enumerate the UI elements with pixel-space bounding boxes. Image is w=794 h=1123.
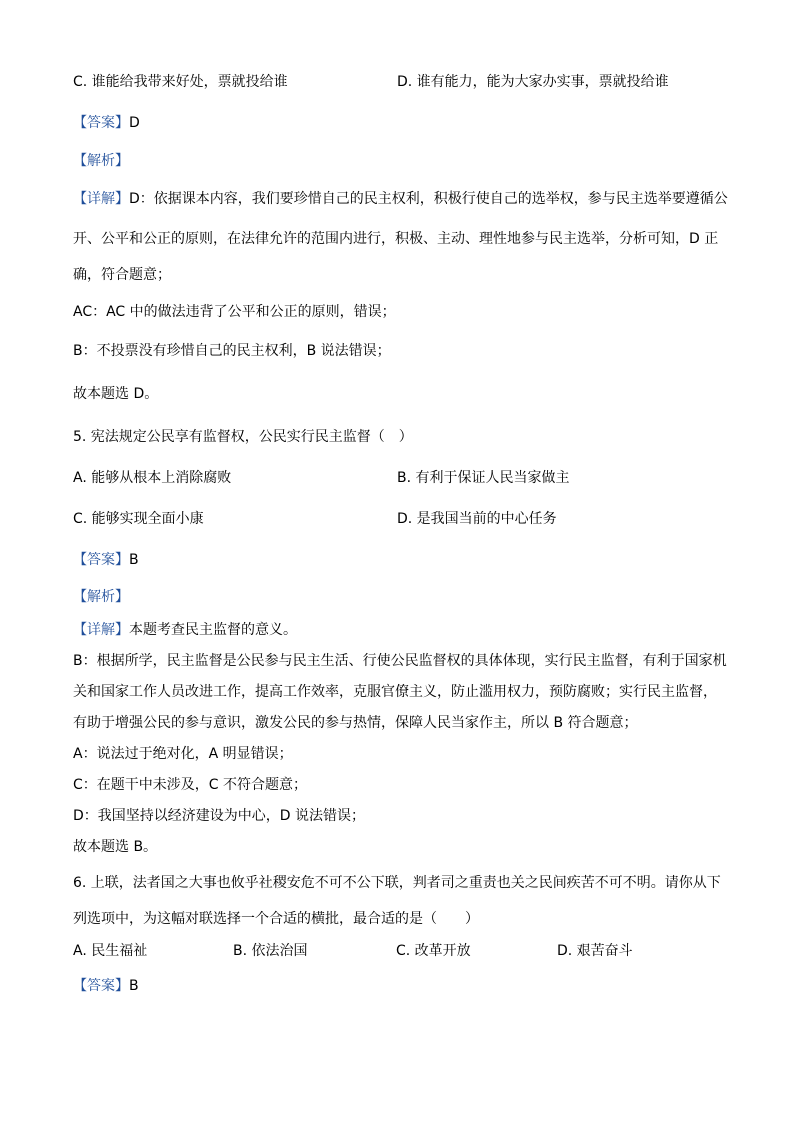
q5-analysis-tag <box>73 587 129 607</box>
q4-detail-line-1 <box>73 189 728 209</box>
detail-text: 本题考查民主监督的意义。 <box>129 622 297 638</box>
q4-ac-explanation: AC：AC 中的做法违背了公平和公正的原则，错误； <box>73 304 396 320</box>
analysis-tag: 【解析】 <box>73 589 129 605</box>
q4-detail-line-2: 开、公平和公正的原则，在法律允许的范围内进行，积极、主动、理性地参与民主选举，分析可知，D 正 <box>73 231 719 247</box>
answer-tag: 【答案】 <box>73 115 129 131</box>
q6-stem-line-1: 6. 上联，法者国之大事也攸乎社稷安危不可不公下联，判者司之重责也关之民间疾苦不可不明。请你从下 <box>73 875 721 891</box>
q4-answer <box>73 113 140 133</box>
detail-tag: 【详解】 <box>73 191 129 207</box>
q4-conclusion: 故本题选 D。 <box>73 386 159 402</box>
answer-tag: 【答案】 <box>73 978 129 994</box>
q5-b-explanation-2: 关和国家工作人员改进工作，提高工作效率，克服官僚主义，防止滥用权力，预防腐败；实行民主监督， <box>73 684 717 700</box>
q5-stem: 5. 宪法规定公民享有监督权，公民实行民主监督（ ） <box>73 429 413 445</box>
answer-tag: 【答案】 <box>73 552 129 568</box>
q5-a-explanation: A：说法过于绝对化，A 明显错误； <box>73 746 293 762</box>
q5-option-a: A. 能够从根本上消除腐败 <box>73 470 232 486</box>
q4-b-explanation: B：不投票没有珍惜自己的民主权利，B 说法错误； <box>73 343 391 359</box>
detail-text: D：依据课本内容，我们要珍惜自己的民主权利，积极行使自己的选举权，参与民主选举要遵循公 <box>129 191 728 207</box>
q5-d-explanation: D：我国坚持以经济建设为中心，D 说法错误； <box>73 808 366 824</box>
analysis-tag: 【解析】 <box>73 153 129 169</box>
q4-option-d: D. 谁有能力，能为大家办实事，票就投给谁 <box>397 74 669 90</box>
q6-option-d: D. 艰苦奋斗 <box>557 943 633 959</box>
q6-option-b: B. 依法治国 <box>233 943 308 959</box>
q4-detail-line-3: 确，符合题意； <box>73 267 171 283</box>
q5-answer <box>73 550 139 570</box>
q4-option-c: C. 谁能给我带来好处，票就投给谁 <box>73 74 288 90</box>
answer-value: D <box>129 115 140 131</box>
q4-analysis-tag <box>73 151 129 171</box>
answer-value: B <box>129 552 139 568</box>
q5-option-c: C. 能够实现全面小康 <box>73 511 204 527</box>
q5-option-b: B. 有利于保证人民当家做主 <box>397 470 570 486</box>
q6-answer <box>73 976 139 996</box>
q5-c-explanation: C：在题干中未涉及，C 不符合题意； <box>73 777 308 793</box>
q5-option-d: D. 是我国当前的中心任务 <box>397 511 557 527</box>
q6-option-c: C. 改革开放 <box>396 943 471 959</box>
detail-tag: 【详解】 <box>73 622 129 638</box>
q6-stem-line-2: 列选项中，为这幅对联选择一个合适的横批，最合适的是（ ） <box>73 911 479 927</box>
q6-option-a: A. 民生福祉 <box>73 943 148 959</box>
answer-value: B <box>129 978 139 994</box>
q5-conclusion: 故本题选 B。 <box>73 839 158 855</box>
q5-b-explanation-3: 有助于增强公民的参与意识，激发公民的参与热情，保障人民当家作主，所以 B 符合题意； <box>73 715 638 731</box>
q5-detail-line <box>73 620 297 640</box>
q5-b-explanation-1: B：根据所学，民主监督是公民参与民主生活、行使公民监督权的具体体现，实行民主监督，有利于国家机 <box>73 653 727 669</box>
